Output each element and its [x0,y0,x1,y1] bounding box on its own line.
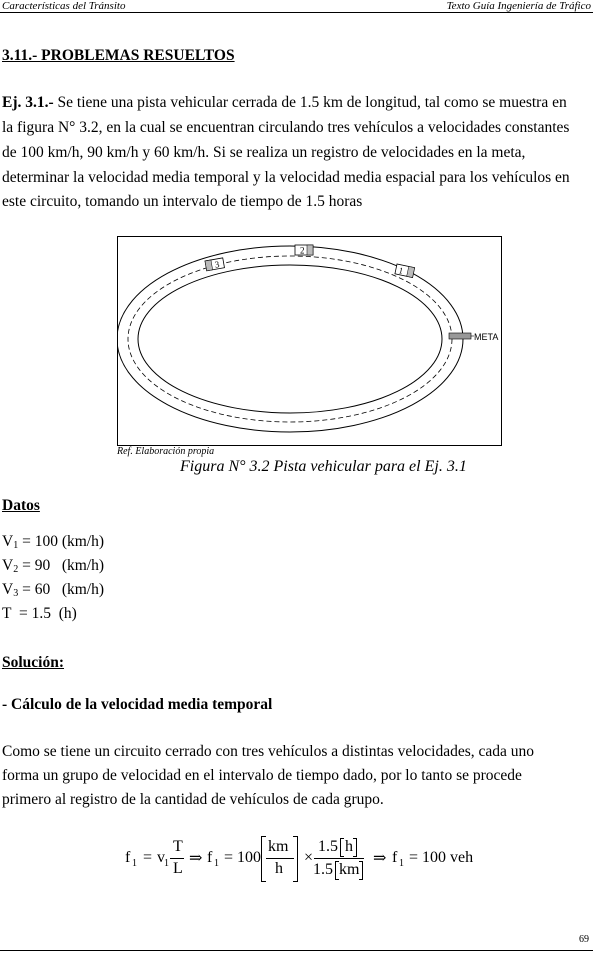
header-rule [0,12,593,13]
track-inner-edge [138,265,442,413]
section-title: 3.11.- PROBLEMAS RESUELTOS [2,47,235,64]
vehicle-2-label: 2 [300,245,305,256]
problem-line-3: de 100 km/h, 90 km/h y 60 km/h. Si se realiza un registro de velocidades en la meta, [2,144,526,161]
figure-caption: Figura N° 3.2 Pista vehicular para el Ej. 3.1 [180,458,467,475]
dato-v3: $V_3 = 60$ (km/h) [2,581,105,599]
problem-line-1: Se tiene una pista vehicular cerrada de 1.5 km de longitud, tal como se muestra en [57,94,567,111]
dato-v1: $V_1 = 100$ (km/h) [2,533,105,551]
datos-title: Datos [2,497,40,514]
implies-arrow-2: ⇒ [373,850,387,867]
track-lane-line [128,256,452,422]
track-figure [117,236,502,446]
problem-line-5: este circuito, tomando un intervalo de tiempo de 1.5 horas [2,193,363,210]
formula-result: 100 veh [422,849,474,866]
page-number: 69 [579,934,589,945]
meta-label: META [474,332,499,342]
solucion-line-3: primero al registro de la cantidad de vehículos de cada grupo. [2,791,384,808]
solucion-line-1: Como se tiene un circuito cerrado con tres vehículos a distintas velocidades, cada uno [2,743,534,760]
vehicle-3 [205,258,225,271]
solucion-title: Solución: [2,654,65,671]
footer-rule [0,950,593,951]
solucion-subheading: - Cálculo de la velocidad media temporal [2,696,273,713]
finish-line-marker [449,333,471,339]
vehicle-3-label: 3 [213,259,221,270]
implies-arrow-1: ⇒ [189,850,203,867]
solucion-line-2: forma un grupo de velocidad en el intervalo de tiempo dado, por lo tanto se procede [2,767,522,784]
problem-line-2: la figura N° 3.2, en la cual se encuentran circulando tres vehículos a velocidades constantes [2,119,570,136]
dato-v2: $V_2 = 90$ (km/h) [2,557,105,575]
formula-f1: f 1 = v 1 T L ⇒ f 1 = 100 km h × 1.5 h 1.5 km ⇒ f 1 = 100 veh [0,830,593,890]
vehicle-1 [395,264,415,278]
header-left: Características del Tránsito [2,0,126,12]
dato-t: T = 1.5 (h) [2,605,77,622]
figure-reference: Ref. Elaboración propia [117,446,215,457]
vehicle-1-label: 1 [397,265,405,276]
problem-statement [2,91,590,115]
header-right: Texto Guía Ingeniería de Tráfico [446,0,591,12]
figure-frame [118,237,502,446]
problem-label: Ej. 3.1.- [2,94,54,111]
problem-line-4: determinar la velocidad media temporal y la velocidad media espacial para los vehículos en [2,169,570,186]
vehicle-2 [295,245,313,256]
